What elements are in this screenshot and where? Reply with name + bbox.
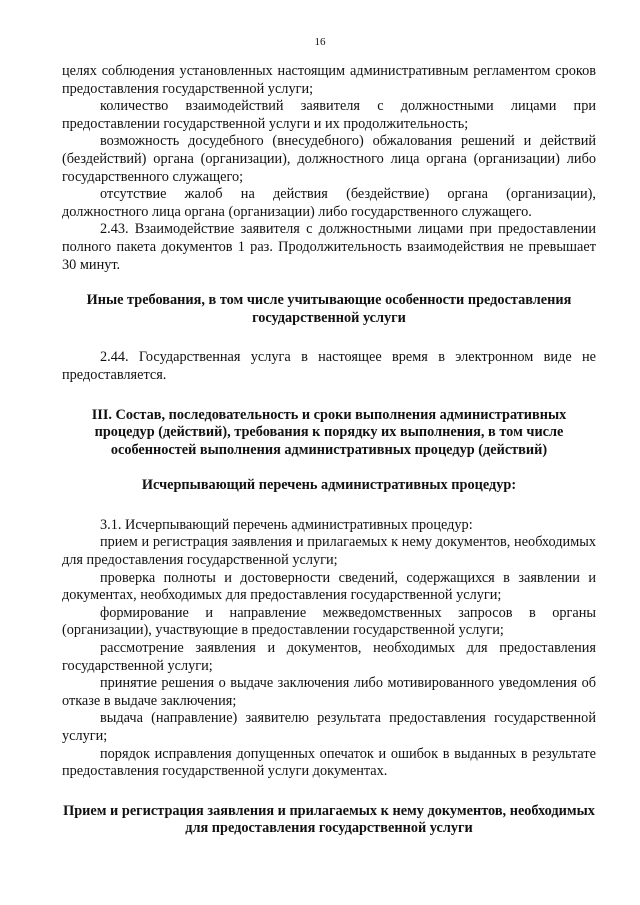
procedure-item: формирование и направление межведомственных запросов в органы (организации), участвующие в предоставлении государственной услуги;: [62, 604, 596, 639]
paragraph-interactions-count: количество взаимодействий заявителя с должностными лицами при предоставлении государственной услуги и их продолжительность;: [62, 98, 596, 132]
paragraph-no-complaints: отсутствие жалоб на действия (бездействие) органа (организации), должностного лица органа (организации) либо государственного служащего.: [62, 186, 596, 220]
page-body: [62, 63, 596, 838]
heading-section-iii: III. Состав, последовательность и сроки выполнения административных процедур (действий), требования к порядку их выполнения, в том числе особенностей выполнения административных процедур (действий): [91, 406, 567, 458]
paragraph-appeal-possibility: возможность досудебного (внесудебного) обжалования решений и действий (бездействий) органа (организации), должностного лица органа (организации) либо государственного служащего;: [62, 133, 596, 185]
procedure-item: порядок исправления допущенных опечаток и ошибок в выданных в результате предоставления государственной услуги документах.: [62, 745, 596, 780]
page-number: 16: [314, 36, 326, 48]
procedure-item: рассмотрение заявления и документов, необходимых для предоставления государственной услуги;: [62, 640, 596, 674]
paragraph-2-44: 2.44. Государственная услуга в настоящее время в электронном виде не предоставляется.: [62, 349, 596, 383]
paragraph-2-43: 2.43. Взаимодействие заявителя с должностными лицами при предоставлении полного пакета документов 1 раз. Продолжительность взаимодействия не превышает 30 минут.: [62, 221, 596, 273]
procedure-item: выдача (направление) заявителю результата предоставления государственной услуги;: [62, 710, 596, 744]
paragraph-continuation: целях соблюдения установленных настоящим административным регламентом сроков предоставления государственной услуги;: [62, 63, 596, 97]
paragraph-3-1: 3.1. Исчерпывающий перечень административных процедур:: [100, 516, 473, 533]
heading-reception-registration: Прием и регистрация заявления и прилагаемых к нему документов, необходимых для предоставления государственной услуги: [63, 802, 595, 837]
procedure-item: проверка полноты и достоверности сведений, содержащихся в заявлении и документах, необходимых для предоставления государственной услуги;: [62, 569, 596, 604]
procedure-item: принятие решения о выдаче заключения либо мотивированного уведомления об отказе в выдаче заключения;: [62, 675, 596, 709]
heading-other-requirements: Иные требования, в том числе учитывающие особенности предоставления государственной услуги: [86, 292, 572, 326]
heading-procedures-list: Исчерпывающий перечень административных процедур:: [141, 477, 517, 494]
procedure-item: прием и регистрация заявления и прилагаемых к нему документов, необходимых для предоставления государственной услуги;: [62, 534, 596, 569]
